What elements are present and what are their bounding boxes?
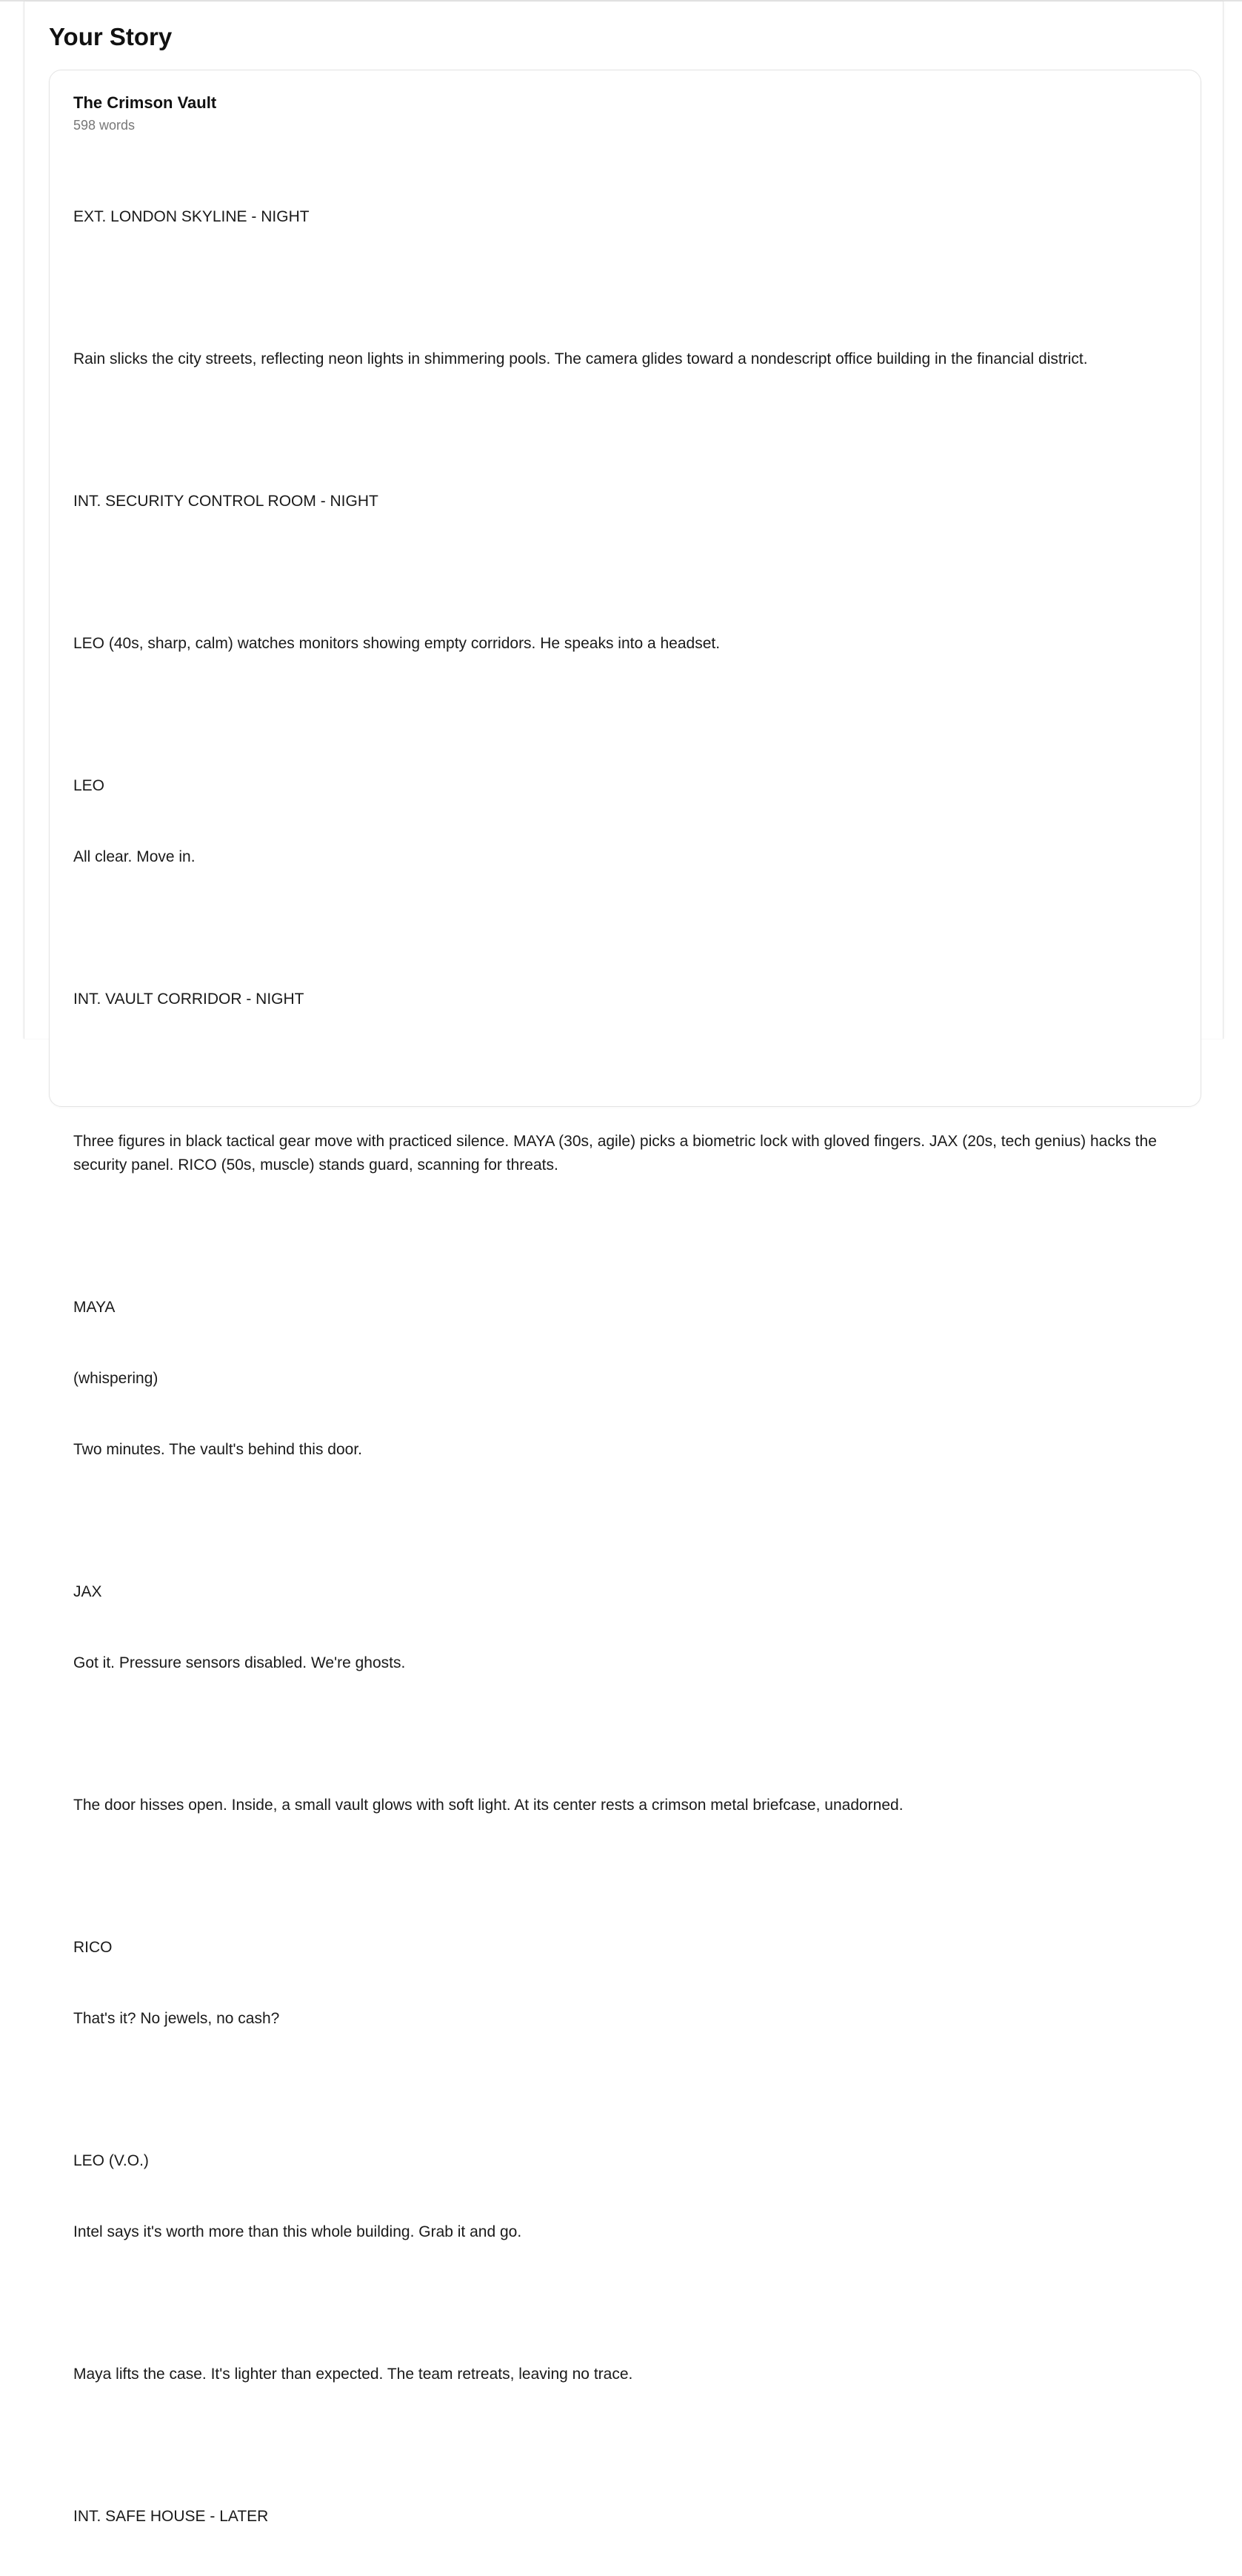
character-name: JAX xyxy=(73,1583,102,1600)
blank-line xyxy=(73,1723,1177,1746)
blank-line xyxy=(73,703,1177,727)
blank-line xyxy=(73,419,1177,442)
story-body xyxy=(73,158,1177,2576)
story-panel xyxy=(24,1,1223,2525)
blank-line xyxy=(73,2434,1177,2457)
dialogue-line: That's it? No jewels, no cash? xyxy=(73,2010,280,2027)
story-card xyxy=(49,70,1201,2525)
character-name: LEO (V.O.) xyxy=(73,2152,149,2169)
blank-line xyxy=(73,276,1177,300)
dialogue-line: All clear. Move in. xyxy=(73,848,196,865)
scene-heading: EXT. LONDON SKYLINE - NIGHT xyxy=(73,208,310,225)
blank-line xyxy=(73,1509,1177,1533)
dialogue-line: Two minutes. The vault's behind this door. xyxy=(73,1441,363,1458)
blank-line xyxy=(73,2078,1177,2102)
scene-heading: INT. SECURITY CONTROL ROOM - NIGHT xyxy=(73,493,378,510)
blank-line xyxy=(73,2292,1177,2315)
character-name: RICO xyxy=(73,1939,113,1956)
blank-line xyxy=(73,916,1177,940)
word-count: 598 words xyxy=(73,118,136,133)
blank-line xyxy=(73,1225,1177,1248)
action-paragraph: Maya lifts the case. It's lighter than expected. The team retreats, leaving no trace. xyxy=(73,2366,633,2383)
page-title: Your Story xyxy=(49,23,173,50)
action-paragraph: The door hisses open. Inside, a small vault glows with soft light. At its center rests a crimson metal briefcase, unadorned. xyxy=(73,1797,904,1814)
blank-line xyxy=(73,1865,1177,1888)
action-paragraph: Rain slicks the city streets, reflecting neon lights in shimmering pools. The camera glides toward a nondescript office building in the financial district. xyxy=(73,350,1088,367)
blank-line xyxy=(73,561,1177,585)
parenthetical: (whispering) xyxy=(73,1370,158,1387)
scene-heading: INT. VAULT CORRIDOR - NIGHT xyxy=(73,991,304,1008)
action-paragraph: Three figures in black tactical gear move with practiced silence. MAYA (30s, agile) picks a biometric lock with gloved fingers. JAX (20s, tech genius) hacks the security panel. RICO (50s, muscle) stands guard, scanning for threats. xyxy=(73,1133,1161,1174)
action-paragraph: LEO (40s, sharp, calm) watches monitors showing empty corridors. He speaks into a headset. xyxy=(73,635,721,652)
character-name: LEO xyxy=(73,777,105,794)
dialogue-line: Intel says it's worth more than this whole building. Grab it and go. xyxy=(73,2223,522,2240)
character-name: MAYA xyxy=(73,1299,116,1316)
dialogue-line: Got it. Pressure sensors disabled. We're ghosts. xyxy=(73,1654,406,1671)
blank-line xyxy=(73,1059,1177,1082)
scene-heading: INT. SAFE HOUSE - LATER xyxy=(73,2508,269,2525)
story-title: The Crimson Vault xyxy=(73,93,217,112)
